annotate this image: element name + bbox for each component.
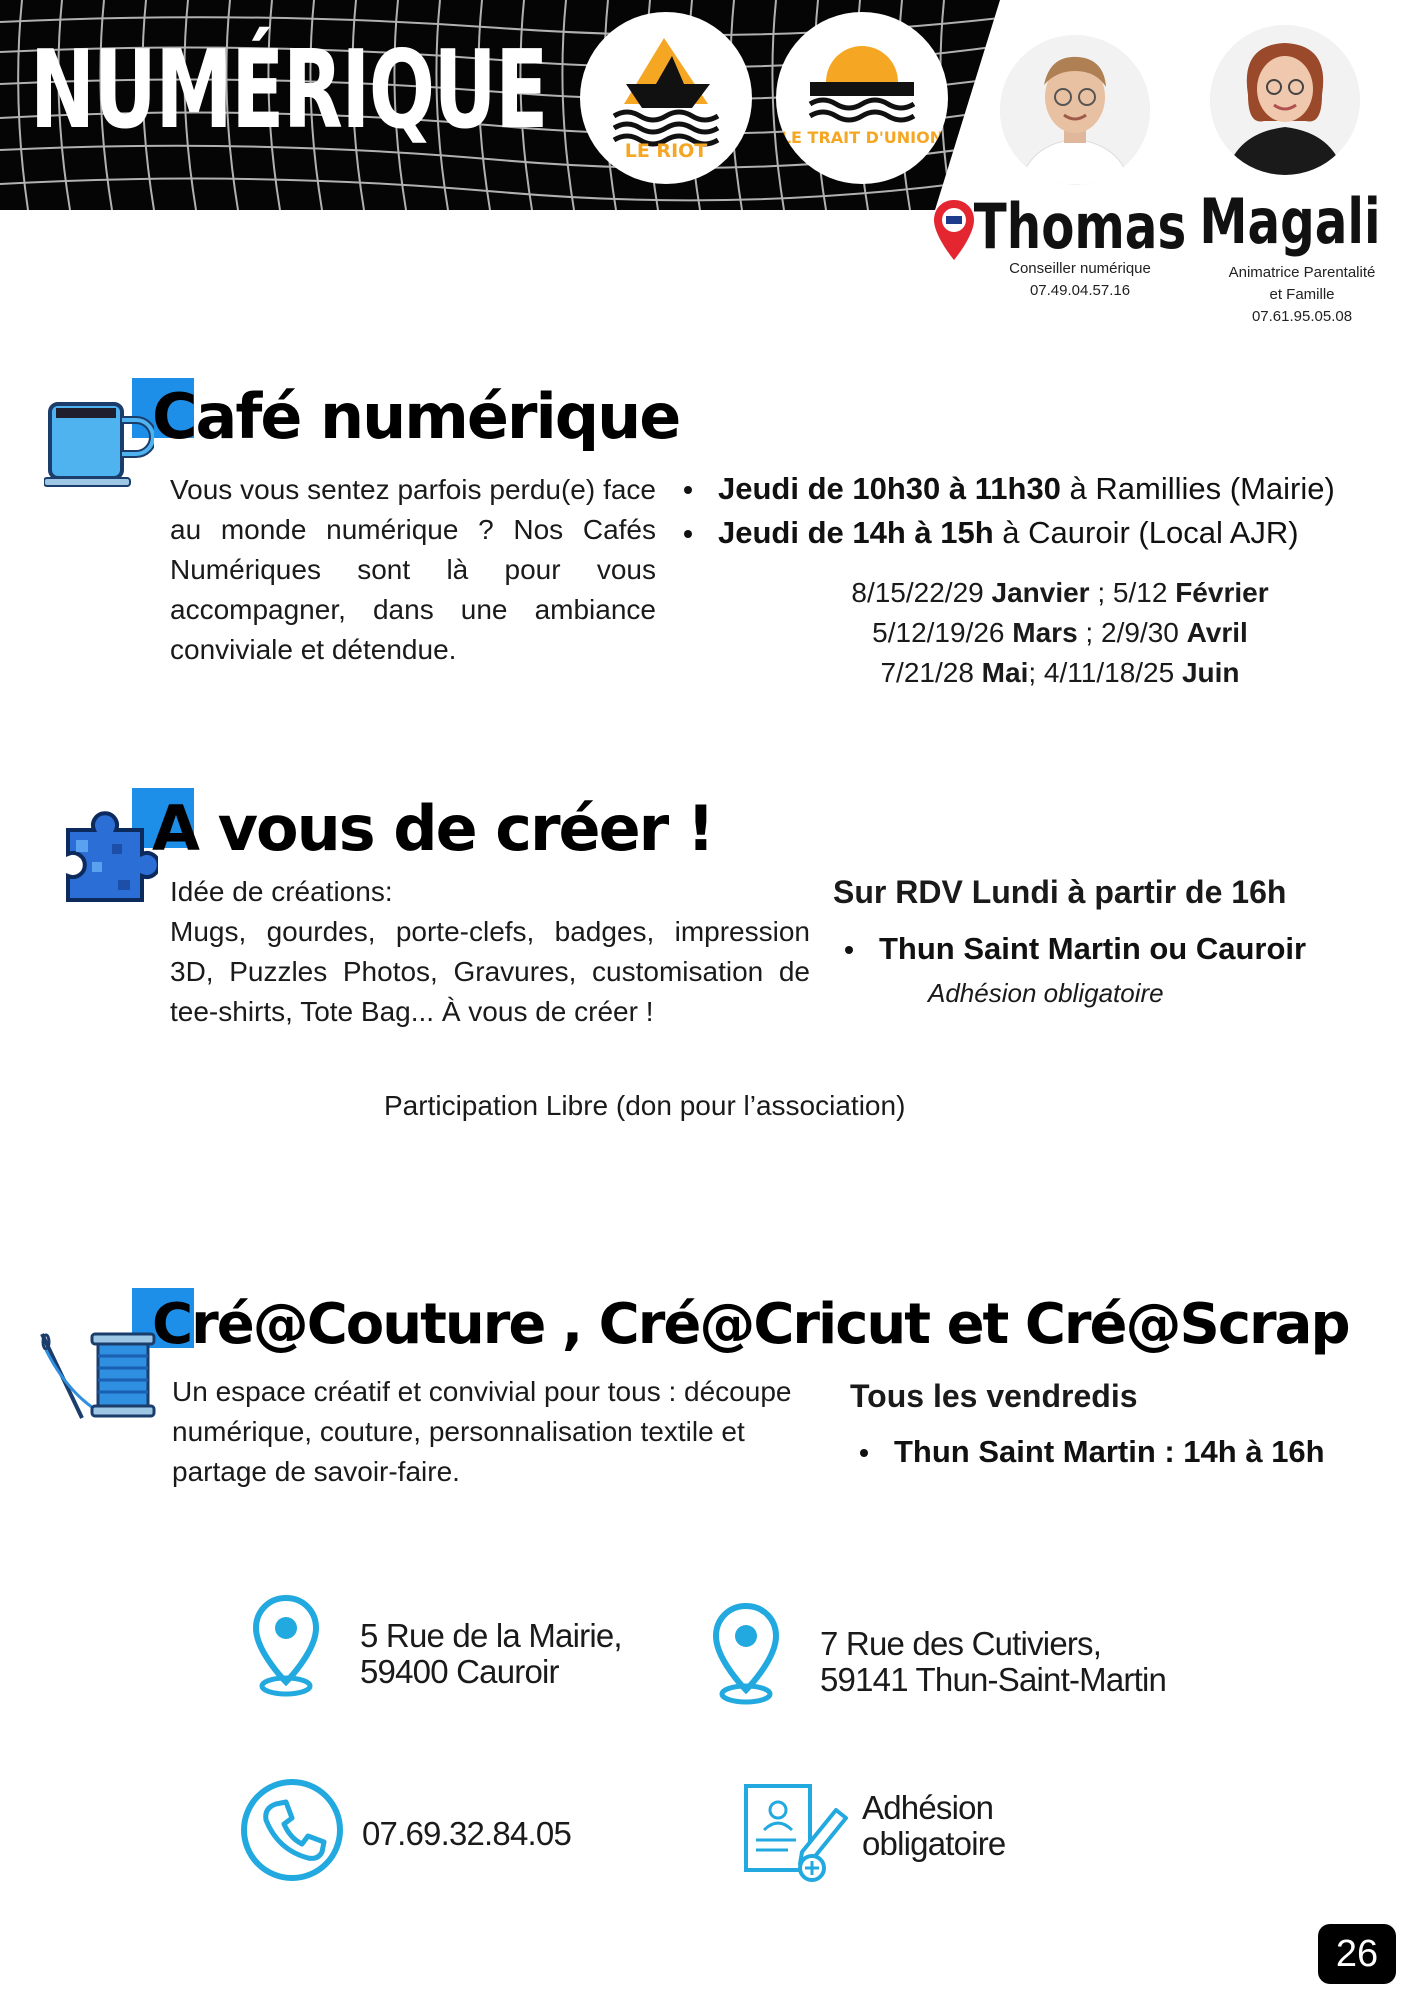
thomas-avatar (1000, 35, 1150, 185)
section-title-creer: A vous de créer ! (152, 792, 714, 865)
coffee-cup-icon (44, 398, 154, 494)
section-title-cafe: Café numérique (152, 380, 680, 453)
cafe-session-place: à Cauroir (Local AJR) (993, 515, 1299, 550)
address-line: 5 Rue de la Mairie, (360, 1617, 622, 1654)
cafe-dates (740, 573, 1380, 693)
crea-location-list (856, 1430, 1325, 1474)
creer-description: Mugs, gourdes, porte-clefs, badges, impression 3D, Puzzles Photos, Gravures, customisation de tee-shirts, Tote Bag... À vous de créer ! (170, 916, 810, 1027)
page-number: 26 (1318, 1924, 1396, 1984)
cafe-dates-line: 8/15/22/29 Janvier ; 5/12 Février (851, 577, 1269, 608)
phone-icon (238, 1776, 346, 1884)
magali-avatar (1210, 25, 1360, 175)
le-riot-logo-text: LE RIOT (624, 140, 708, 162)
cafe-session-place: à Ramillies (Mairie) (1060, 471, 1335, 506)
address-line: 59400 Cauroir (360, 1653, 559, 1690)
magali-phone: 07.61.95.05.08 (1251, 308, 1353, 325)
section-title-crea: Cré@Couture , Cré@Cricut et Cré@Scrap (152, 1292, 1349, 1357)
thomas-phone: 07.49.04.57.16 (1029, 282, 1131, 299)
le-trait-d-union-logo-text: LE TRAIT D'UNION (780, 128, 944, 147)
thomas-info (960, 258, 1200, 302)
magali-info (1182, 262, 1409, 328)
magali-name: Magali (1199, 185, 1381, 258)
cafe-session-item (680, 511, 1335, 555)
membership-form-icon (740, 1780, 852, 1884)
address-line: 7 Rue des Cutiviers, (820, 1625, 1102, 1662)
location-pin-icon (248, 1592, 324, 1700)
location-pin-icon (708, 1600, 784, 1708)
creer-location: Thun Saint Martin ou Cauroir (841, 927, 1306, 971)
cafe-session-time: Jeudi de 10h30 à 11h30 (718, 471, 1061, 506)
magali-role-line1: Animatrice Parentalité (1228, 264, 1376, 281)
creer-membership: Adhésion obligatoire (928, 978, 1164, 1008)
phone-number: 07.69.32.84.05 (362, 1815, 572, 1852)
crea-location: Thun Saint Martin : 14h à 16h (856, 1430, 1325, 1474)
page-title: NUMÉRIQUE (30, 28, 547, 153)
address-cauroir (360, 1618, 622, 1690)
creer-schedule: Sur RDV Lundi à partir de 16h (833, 874, 1287, 910)
thomas-name: Thomas (973, 190, 1187, 263)
membership-notice (862, 1790, 1005, 1862)
cafe-description: Vous vous sentez parfois perdu(e) face au monde numérique ? Nos Cafés Numériques sont là pour vous accompagner, dans une ambiance conviviale et détendue. (170, 474, 656, 665)
creer-intro: Idée de créations: (170, 876, 393, 907)
crea-schedule: Tous les vendredis (850, 1378, 1138, 1414)
creer-participation: Participation Libre (don pour l’association) (384, 1090, 906, 1121)
map-pin-logo-icon (932, 198, 976, 264)
cafe-session-item (680, 467, 1335, 511)
creer-location-list (841, 927, 1306, 971)
membership-line: obligatoire (862, 1825, 1006, 1862)
thread-spool-needle-icon (36, 1330, 164, 1426)
le-trait-d-union-logo (776, 12, 948, 184)
cafe-dates-line: 7/21/28 Mai; 4/11/18/25 Juin (880, 657, 1240, 688)
puzzle-piece-icon (62, 800, 158, 908)
address-line: 59141 Thun-Saint-Martin (820, 1661, 1167, 1698)
cafe-sessions-list (680, 467, 1335, 555)
header-band (0, 0, 1409, 340)
sunset-waves-icon (776, 12, 948, 184)
crea-description: Un espace créatif et convivial pour tous : découpe numérique, couture, personnalisation textile et partage de savoir-faire. (172, 1376, 792, 1487)
magali-role-line2: et Famille (1269, 286, 1335, 303)
le-riot-logo (580, 12, 752, 184)
thomas-role: Conseiller numérique (1009, 260, 1151, 277)
address-thun-saint-martin (820, 1626, 1166, 1698)
cafe-dates-line: 5/12/19/26 Mars ; 2/9/30 Avril (872, 617, 1248, 648)
membership-line: Adhésion (862, 1789, 994, 1826)
cafe-session-time: Jeudi de 14h à 15h (718, 515, 994, 550)
